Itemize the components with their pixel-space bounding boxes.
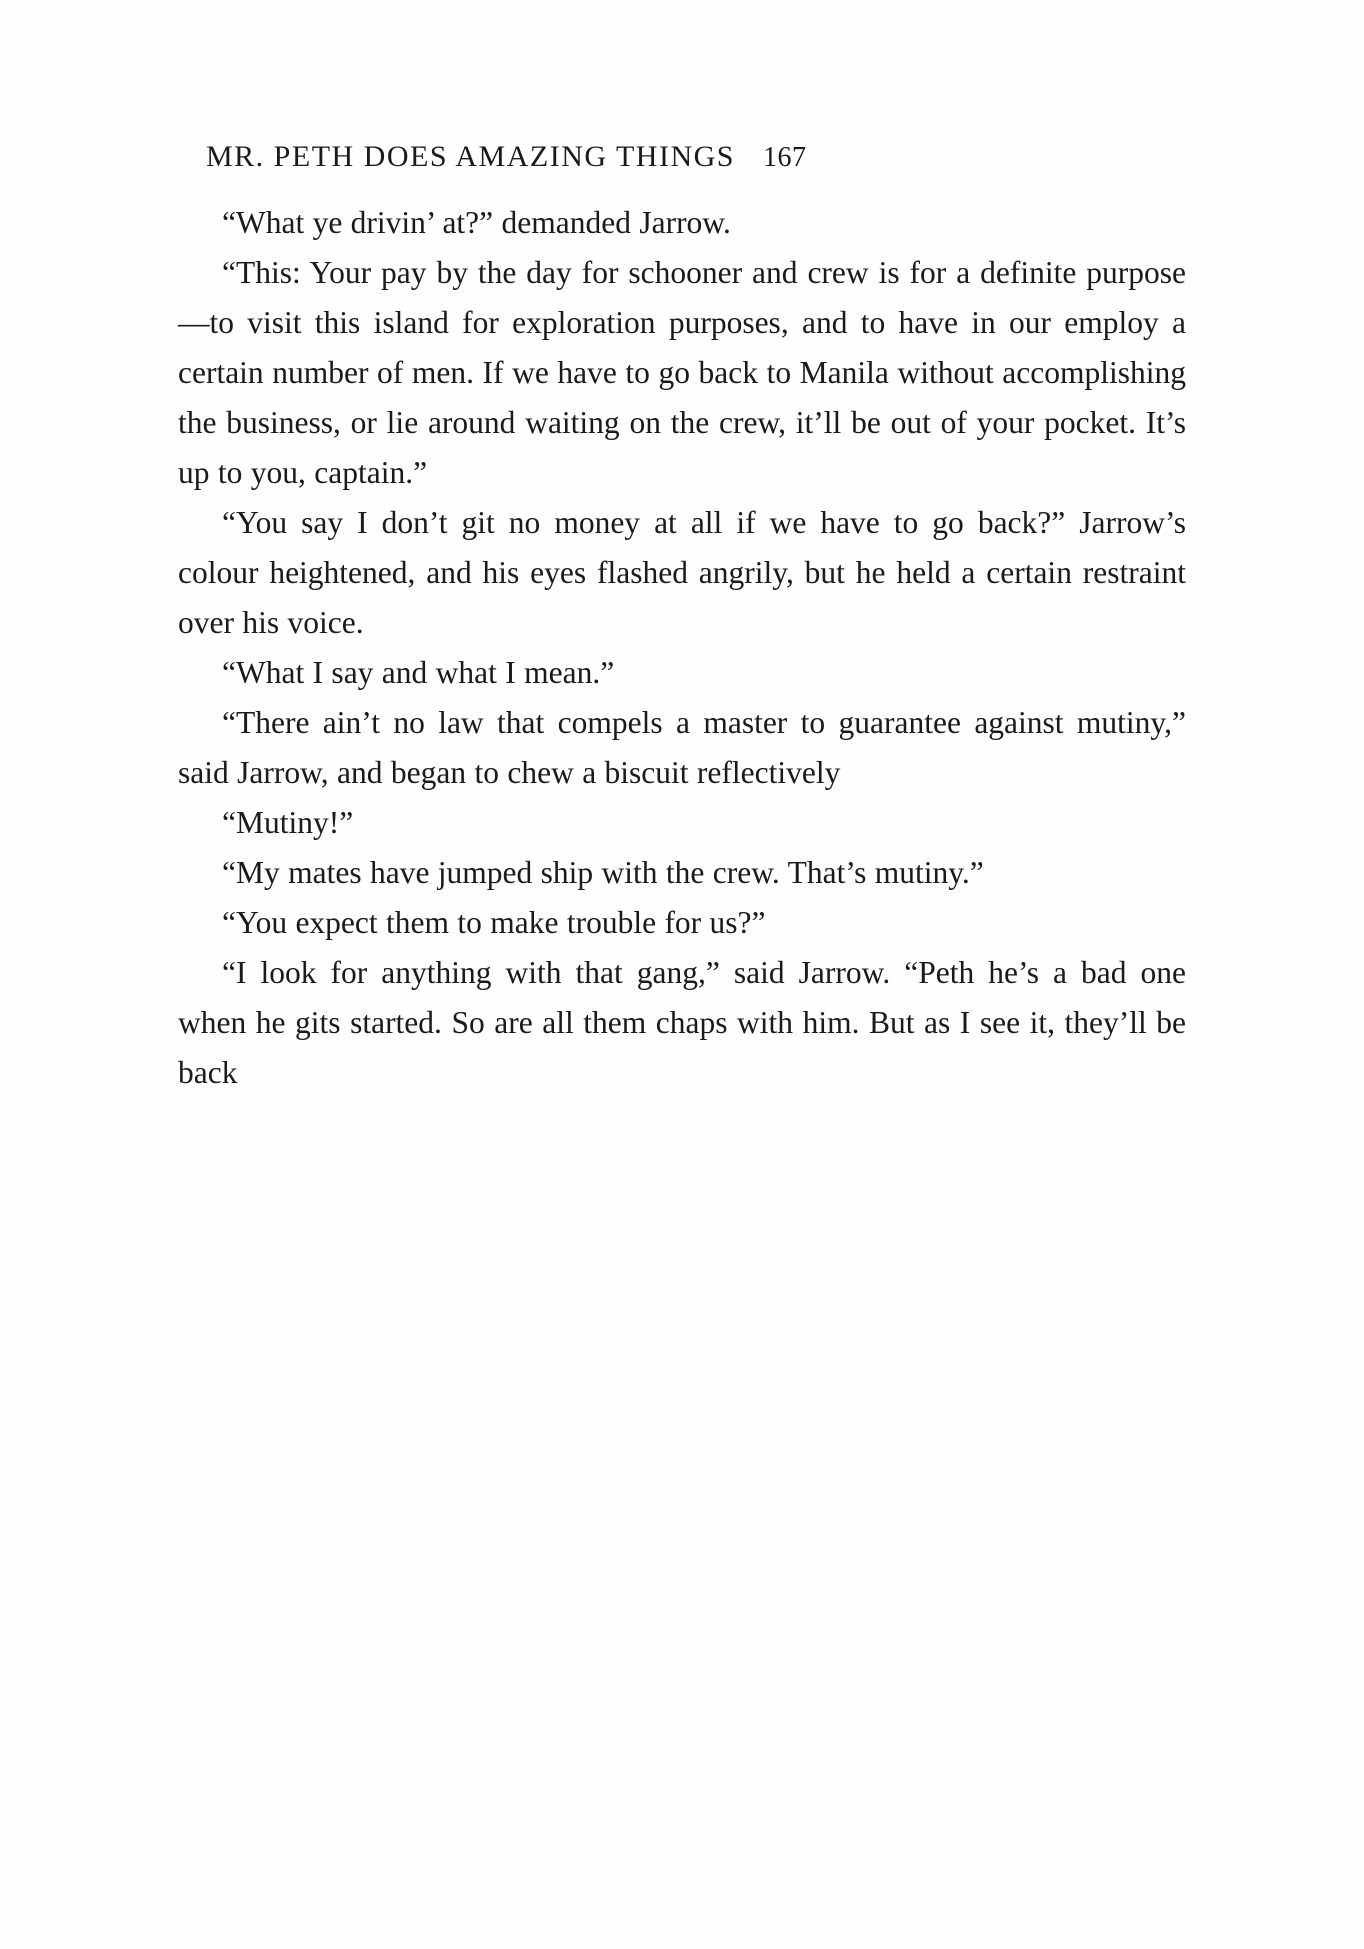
paragraph: “You say I don’t git no money at all if we have to go back?” Jarrow’s colour heightened, and his eyes flashed angrily, but he held a certain restraint over his voice. xyxy=(178,505,1186,640)
running-head-title: MR. PETH DOES AMAZING THINGS xyxy=(206,140,735,173)
paragraph: “What I say and what I mean.” xyxy=(222,655,615,690)
paragraph: “What ye drivin’ at?” demanded Jarrow. xyxy=(222,205,731,240)
paragraph: “Mutiny!” xyxy=(222,805,354,840)
paragraph: “This: Your pay by the day for schooner and crew is for a definite purpose—to visit this island for exploration purposes, and to have in our employ a certain number of men. If we have to go back to Manila without accomplishing the business, or lie around waiting on the crew, it’ll be out of your pocket. It’s up to you, captain.” xyxy=(178,255,1186,490)
page-text-block xyxy=(178,140,1186,1098)
page-number: 167 xyxy=(762,142,807,173)
paragraph: “My mates have jumped ship with the crew. That’s mutiny.” xyxy=(222,855,984,890)
running-head xyxy=(206,140,1186,174)
paragraph: “You expect them to make trouble for us?” xyxy=(222,905,766,940)
paragraph: “There ain’t no law that compels a master to guarantee against mutiny,” said Jarrow, and began to chew a biscuit reflectively xyxy=(178,705,1186,790)
paragraph: “I look for anything with that gang,” said Jarrow. “Peth he’s a bad one when he gits started. So are all them chaps with him. But as I see it, they’ll be back xyxy=(178,955,1186,1090)
